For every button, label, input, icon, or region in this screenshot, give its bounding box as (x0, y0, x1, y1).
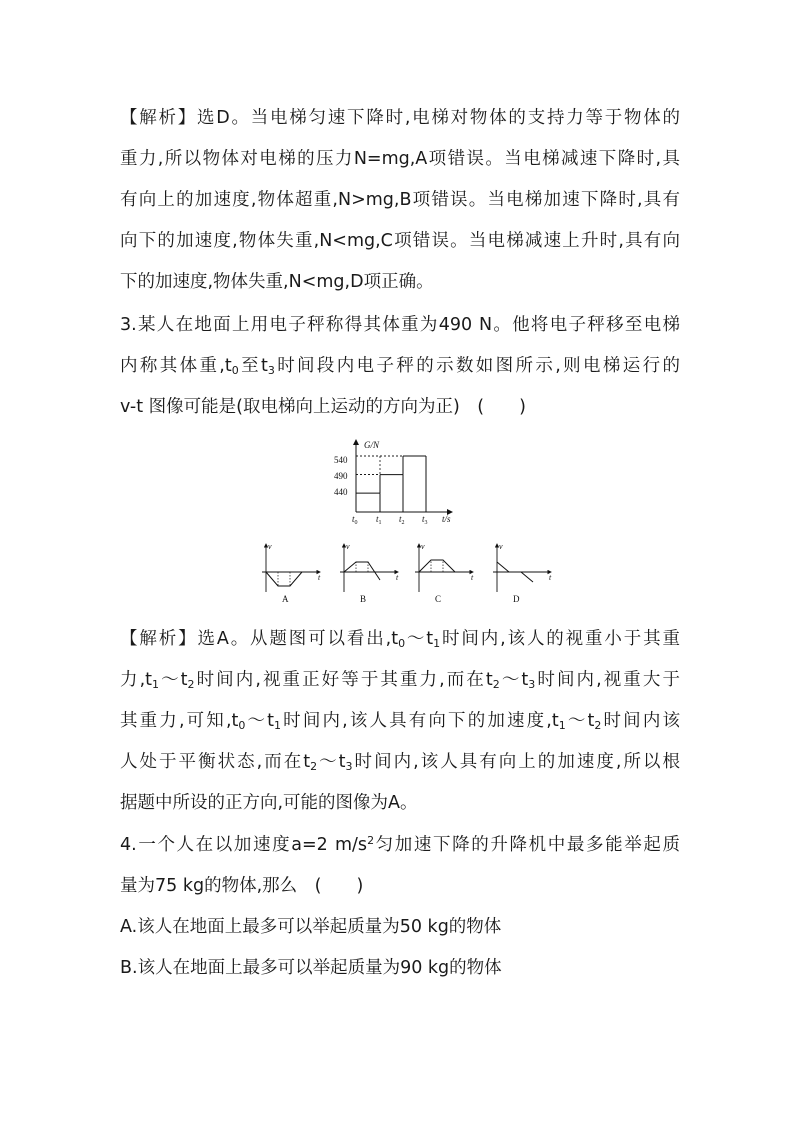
analysis-tag: 【解析】 (120, 108, 198, 128)
t-label: t (549, 573, 552, 582)
option-graph-d (493, 542, 552, 604)
xtick-t2: $t_2$ (399, 514, 405, 524)
analysis-1-line-3: 有向上的加速度,物体超重,N>mg,B项错误。当电梯加速下降时,具有 (120, 190, 680, 210)
xtick-t3: $t_3$ (422, 514, 428, 524)
question-3-line-1: 3.某人在地面上用电子秤称得其体重为490 N。他将电子秤移至电梯 (120, 315, 680, 335)
option-graphs (246, 540, 556, 606)
question-4-line-1: 4.一个人在以加速度a=2 $m/s^2$匀加速下降的升降机中最多能举起质 (120, 834, 681, 855)
ytick-540: 540 (334, 455, 348, 465)
weight-time-chart (330, 436, 470, 524)
option-label: D (513, 594, 520, 604)
v-t-curve (266, 572, 302, 586)
question-3-line-2: 内称其体重$,t_0$至$t_3$时间段内电子秤的示数如图所示,则电梯运行的 (120, 356, 680, 377)
t-label: t (471, 573, 474, 582)
question-4-option-b: B.该人在地面上最多可以举起质量为90 kg的物体 (120, 958, 502, 978)
ytick-440: 440 (334, 487, 348, 497)
t-label: t (318, 573, 321, 582)
option-graph-a (262, 542, 321, 604)
option-label: A (282, 594, 289, 604)
question-3 (120, 305, 680, 428)
chart-marks (356, 456, 426, 512)
question-4-line-2: 量为75 kg的物体,那么 ( ) (120, 876, 364, 896)
v-t-curve (419, 560, 455, 572)
x-axis-label: t/s (442, 514, 451, 524)
analysis-1 (120, 98, 680, 303)
analysis-1-line-5: 下的加速度,物体失重,N<mg,D项正确。 (120, 272, 434, 292)
y-axis-label: G/N (364, 440, 380, 450)
analysis-2-line-2: 力$,t_1\sim t_2$时间内,视重正好等于其重力,而在$t_2\sim t_3$时间内,视重大于 (120, 670, 680, 691)
v-label: v (268, 542, 272, 551)
question-3-line-3: v-t 图像可能是(取电梯向上运动的方向为正) ( ) (120, 397, 526, 417)
analysis-tag: 【解析】 (120, 629, 198, 649)
analysis-1-line-4: 向下的加速度,物体失重,N<mg,C项错误。当电梯减速上升时,具有向 (120, 231, 680, 251)
analysis-1-line-2: 重力,所以物体对电梯的压力N=mg,A项错误。当电梯减速下降时,具 (120, 149, 680, 169)
v-label: v (499, 542, 503, 551)
xtick-t0: $t_0$ (352, 514, 358, 524)
ytick-490: 490 (334, 471, 348, 481)
analysis-2-line-5: 据题中所设的正方向,可能的图像为A。 (120, 793, 418, 813)
v-t-curve (344, 562, 380, 580)
x-ticks (352, 514, 428, 524)
question-4 (120, 825, 680, 989)
option-graph-c (415, 542, 474, 604)
option-label: C (435, 594, 442, 604)
analysis-2-line-3: 其重力,可知$,t_0\sim t_1$时间内,该人具有向下的加速度$,t_1\sim t_2$时间内该 (120, 711, 680, 732)
v-label: v (421, 542, 425, 551)
t-label: t (396, 573, 399, 582)
xtick-t1: $t_1$ (376, 514, 382, 524)
analysis-2-line-1: 【解析】选A。从题图可以看出$,t_0\sim t_1$时间内,该人的视重小于其重 (120, 629, 681, 650)
option-label: B (360, 594, 367, 604)
v-label: v (346, 542, 350, 551)
analysis-1-line-1: 【解析】选D。当电梯匀速下降时,电梯对物体的支持力等于物体的 (120, 108, 680, 128)
analysis-2-line-4: 人处于平衡状态,而在$t_2\sim t_3$时间内,该人具有向上的加速度,所以根 (120, 752, 680, 773)
options-group (262, 542, 552, 604)
analysis-2 (120, 619, 680, 824)
question-4-option-a: A.该人在地面上最多可以举起质量为50 kg的物体 (120, 917, 502, 937)
option-graph-b (340, 542, 399, 604)
